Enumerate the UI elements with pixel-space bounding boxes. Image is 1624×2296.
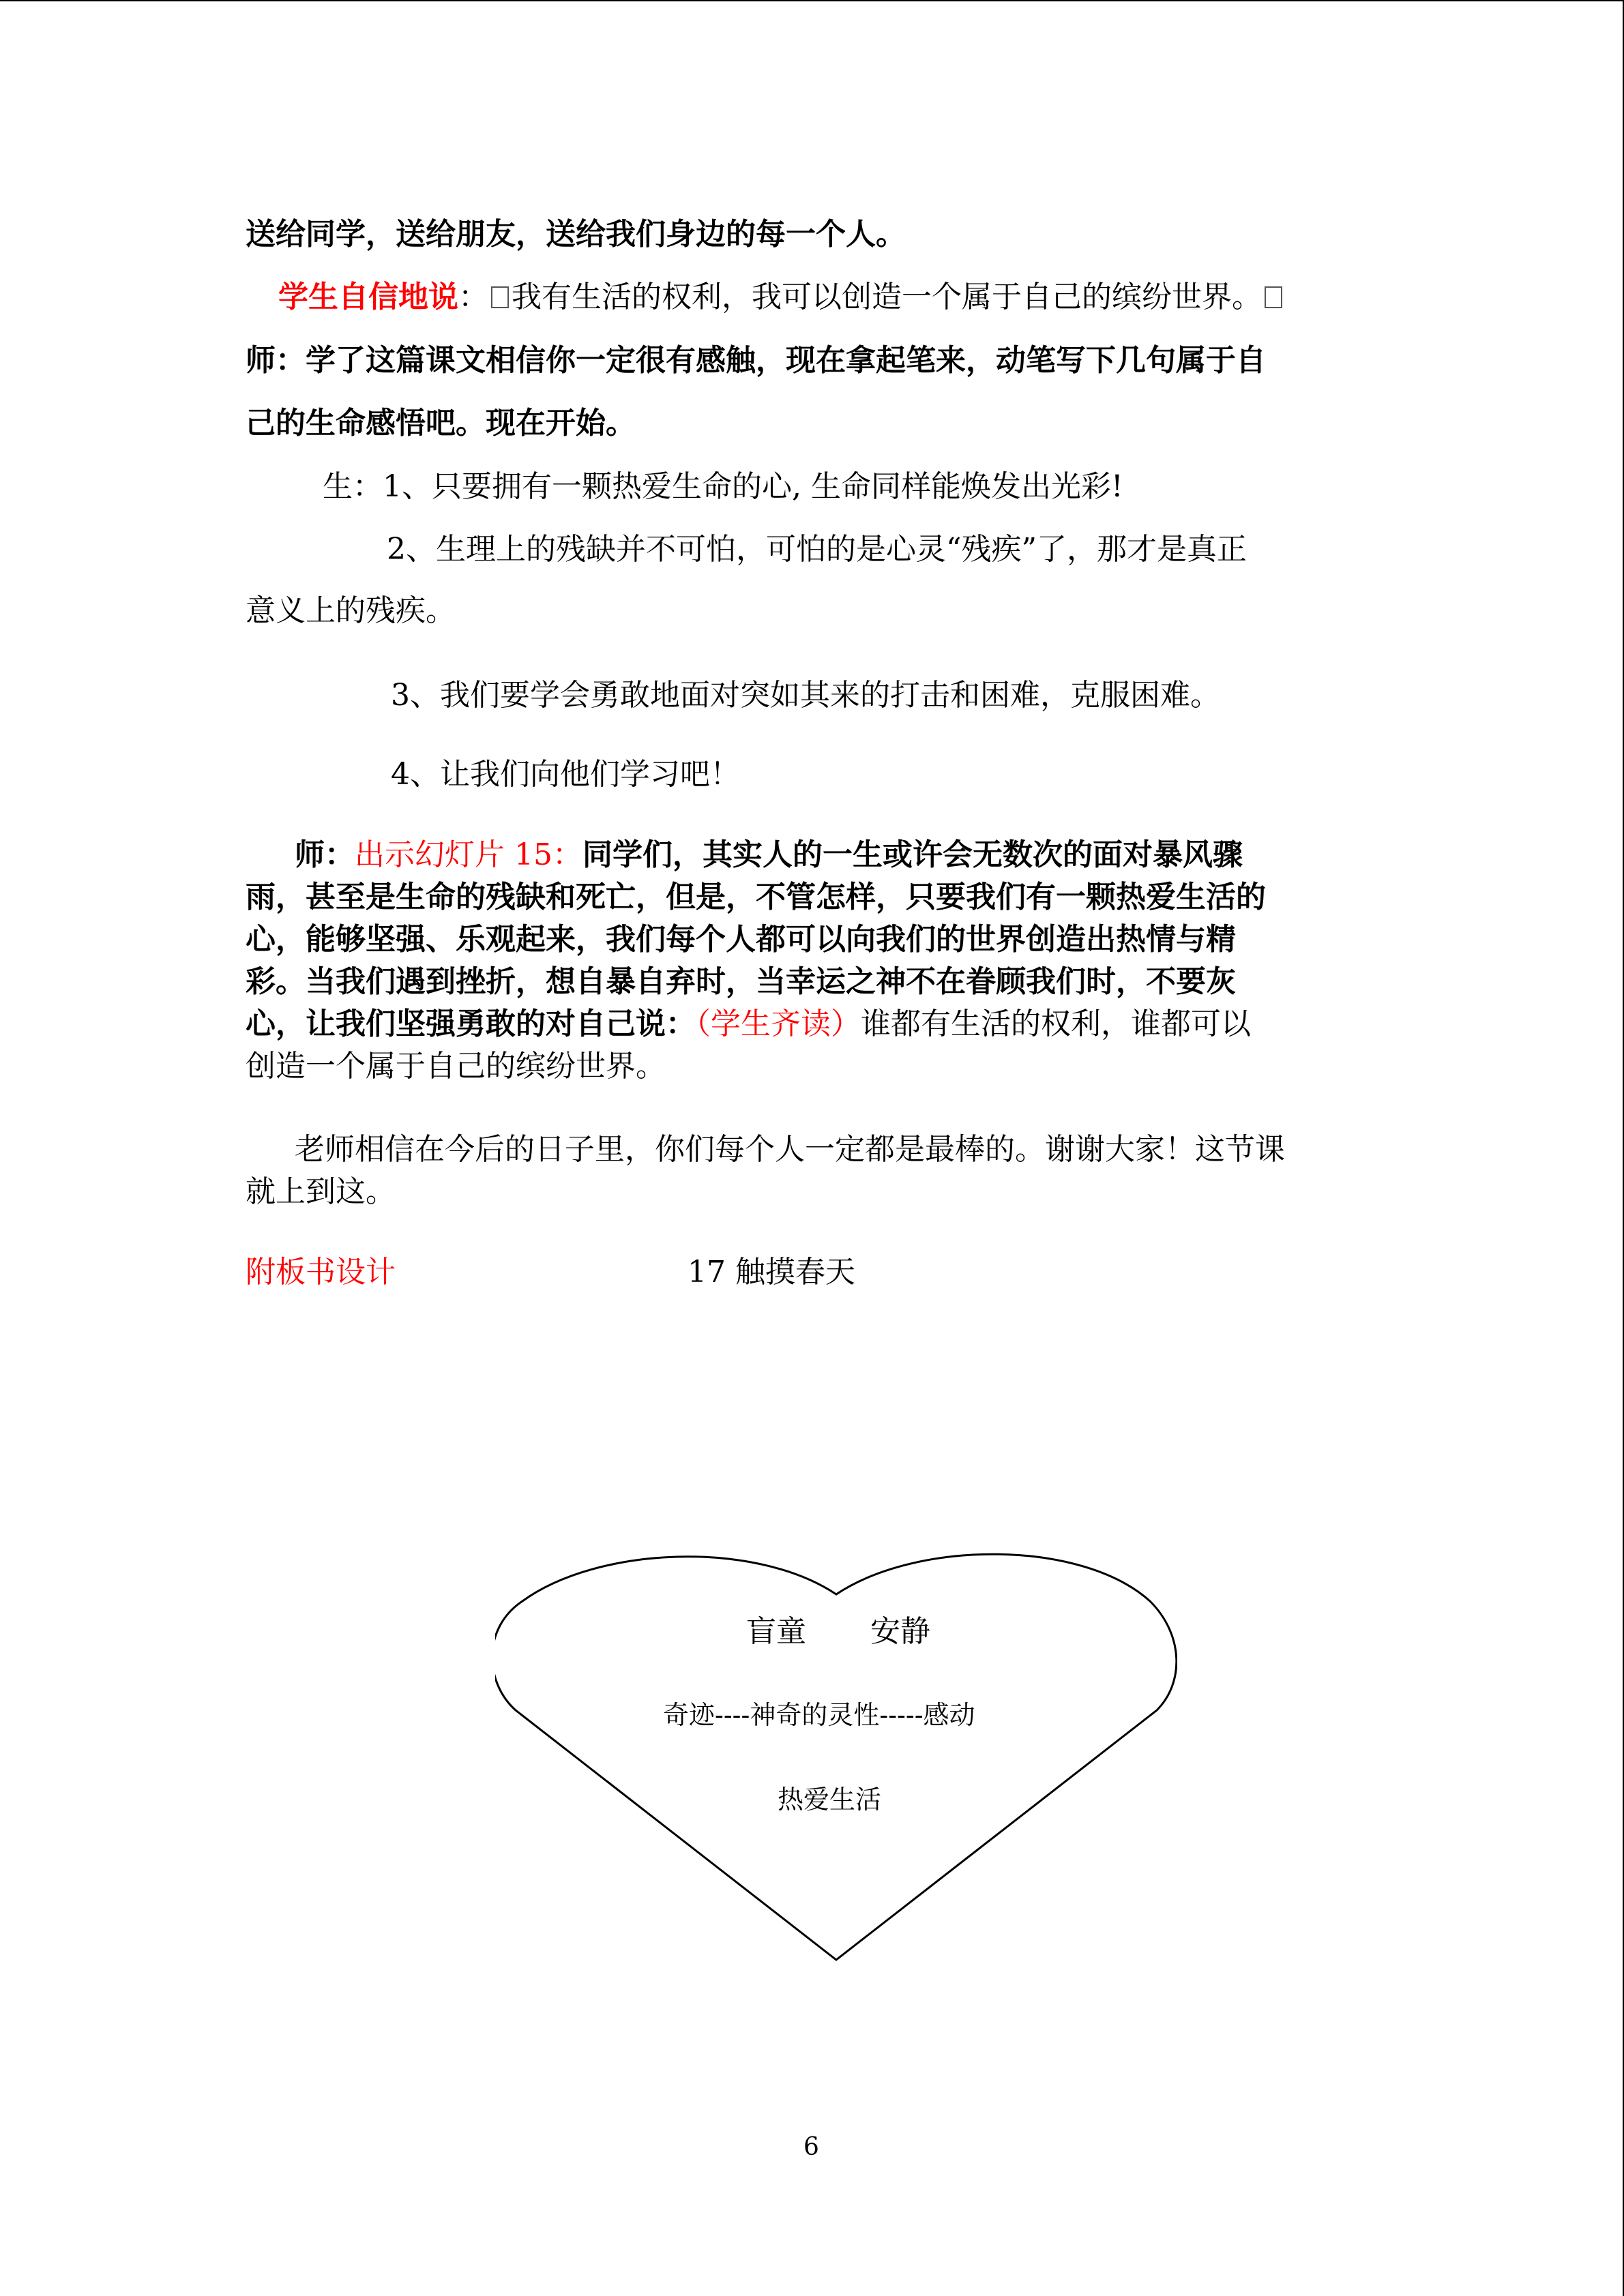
student-answer-text: 生：1、只要拥有一颗热爱生命的心, 生命同样能焕发出光彩! <box>323 469 1123 504</box>
heart-outline <box>495 1554 1177 1960</box>
student-answer-text: 意义上的残疾。 <box>246 593 456 628</box>
student-answer-1 <box>323 469 1123 505</box>
heart-diagram <box>495 1547 1177 1968</box>
closing-text: 老师相信在今后的日子里，你们每个人一定都是最棒的。谢谢大家！这节课 <box>295 1132 1285 1167</box>
teacher-slide-text: 雨，甚至是生命的残缺和死亡，但是，不管怎样，只要我们有一颗热爱生活的 <box>246 880 1266 914</box>
page-number <box>803 2133 819 2161</box>
teacher-prefix: 师： <box>295 837 355 872</box>
heart-text-quiet: 安静 <box>870 1614 930 1649</box>
teacher-instruction-text: 己的生命感悟吧。现在开始。 <box>246 406 636 441</box>
teacher-slide-text: 彩。当我们遇到挫折，想自暴自弃时，当幸运之神不在眷顾我们时，不要灰 <box>246 964 1236 999</box>
teacher-slide-text: 谁都有生活的权利，谁都可以 <box>861 1007 1251 1041</box>
student-confident-label: 学生自信地说 <box>278 280 458 314</box>
students-read-together: （学生齐读） <box>696 1007 861 1041</box>
teacher-slide-line-3 <box>246 922 1236 958</box>
board-label-text: 附板书设计 <box>246 1255 396 1289</box>
teacher-slide-text: 同学们，其实人的一生或许会无数次的面对暴风骤 <box>582 837 1243 872</box>
teacher-slide-text: 心，能够坚强、乐观起来，我们每个人都可以向我们的世界创造出热情与精 <box>246 922 1236 957</box>
board-title <box>688 1255 855 1291</box>
heart-word-quiet <box>870 1607 930 1650</box>
teacher-instruction-line-1 <box>246 343 1266 379</box>
slide-reference: 出示幻灯片 15： <box>355 837 582 872</box>
teacher-slide-line-4 <box>246 964 1236 1000</box>
missing-glyph-box <box>491 286 509 308</box>
student-confident-text: 我有生活的权利，我可以创造一个属于自己的缤纷世界。 <box>512 280 1262 314</box>
page-border-top <box>0 0 1624 1</box>
teacher-slide-text: 创造一个属于自己的缤纷世界。 <box>246 1049 666 1084</box>
student-answer-2-line-2 <box>246 593 456 629</box>
teacher-slide-text: 心，让我们坚强勇敢的对自己说： <box>246 1007 696 1041</box>
board-design-label <box>246 1255 396 1291</box>
teacher-slide-line-6 <box>246 1049 666 1085</box>
heart-line-miracle <box>663 1694 975 1731</box>
closing-line-2 <box>246 1174 396 1210</box>
teacher-slide-line-2 <box>246 880 1266 916</box>
heart-text-miracle: 奇迹----神奇的灵性-----感动 <box>663 1700 975 1730</box>
paragraph-student-confident <box>278 280 1285 316</box>
teacher-slide-line-1 <box>295 837 1243 874</box>
missing-glyph-box <box>1265 286 1282 308</box>
student-answer-2-line-1 <box>387 532 1247 568</box>
heart-line-love-life <box>778 1778 881 1816</box>
paragraph-send-to-all <box>246 217 906 253</box>
closing-text: 就上到这。 <box>246 1174 396 1209</box>
student-answer-4 <box>391 757 740 793</box>
paragraph-text: 送给同学，送给朋友，送给我们身边的每一个人。 <box>246 217 906 252</box>
closing-line-1 <box>295 1132 1285 1168</box>
student-answer-text: 4、让我们向他们学习吧！ <box>391 757 740 792</box>
heart-text-love-life: 热爱生活 <box>778 1785 882 1815</box>
teacher-instruction-text: 师：学了这篇课文相信你一定很有感触，现在拿起笔来，动笔写下几句属于自 <box>246 343 1266 378</box>
board-title-text: 17 触摸春天 <box>688 1255 855 1289</box>
student-answer-3 <box>391 678 1220 714</box>
student-answer-text: 2、生理上的残缺并不可怕，可怕的是心灵“残疾”了，那才是真正 <box>387 532 1247 567</box>
teacher-instruction-line-2 <box>246 406 636 442</box>
page-number-text: 6 <box>803 2133 819 2161</box>
teacher-slide-line-5 <box>246 1007 1251 1043</box>
student-answer-text: 3、我们要学会勇敢地面对突如其来的打击和困难，克服困难。 <box>391 678 1220 713</box>
heart-word-blind-child <box>746 1607 806 1650</box>
colon: ： <box>458 280 488 314</box>
heart-text-blind-child: 盲童 <box>746 1614 806 1649</box>
